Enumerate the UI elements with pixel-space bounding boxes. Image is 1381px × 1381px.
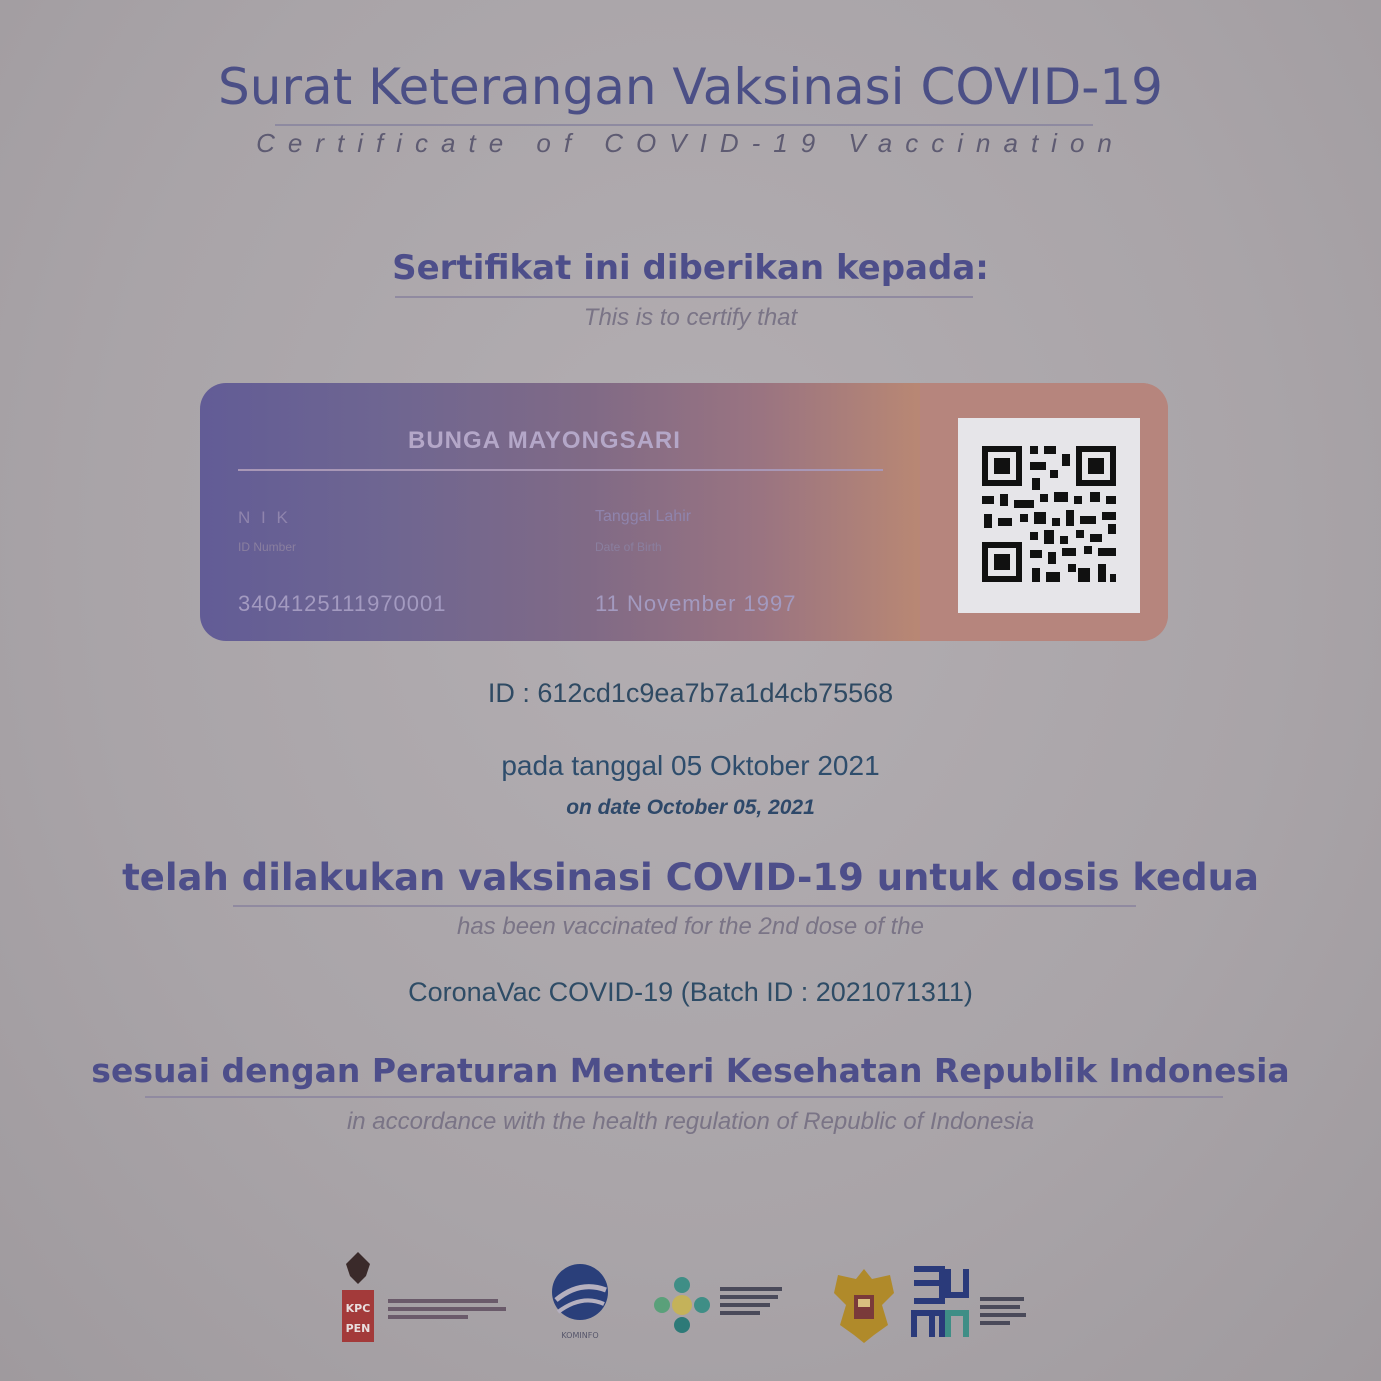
recipient-name: BUNGA MAYONGSARI <box>408 427 681 454</box>
kemenkes-caption <box>720 1287 790 1315</box>
nik-label: N I K <box>238 508 291 527</box>
kpcpen-emblem-icon <box>340 1250 376 1345</box>
kemenkes-logo <box>652 1275 712 1340</box>
regulation-statement: sesuai dengan Peraturan Menteri Kesehatan Republik Indonesia <box>91 1051 1290 1090</box>
qr-code[interactable] <box>958 418 1140 613</box>
vaccine-batch: CoronaVac COVID-19 (Batch ID : 2021071311) <box>408 977 973 1007</box>
kpcpen-caption <box>388 1299 508 1319</box>
kemenkes-cross-icon <box>652 1275 712 1335</box>
kpcpen-logo <box>340 1250 376 1350</box>
kominfo-globe-icon <box>548 1260 618 1340</box>
certificate-subtitle: Certificate of COVID-19 Vaccination <box>256 128 1125 158</box>
bumn-caption <box>980 1297 1030 1325</box>
recipient-intro-divider <box>395 296 973 298</box>
certificate-id: ID : 612cd1c9ea7b7a1d4cb75568 <box>487 678 894 708</box>
regulation-divider <box>145 1096 1223 1098</box>
dose-statement-english: has been vaccinated for the 2nd dose of the <box>456 913 924 940</box>
vaccination-date: pada tanggal 05 Oktober 2021 <box>501 750 880 781</box>
dob-value: 11 November 1997 <box>595 591 797 616</box>
kominfo-logo <box>548 1260 618 1345</box>
regulation-statement-english: in accordance with the health regulation of Republic of Indonesia <box>346 1108 1035 1135</box>
dose-divider <box>233 905 1136 907</box>
dob-label: Tanggal Lahir <box>595 508 692 525</box>
recipient-intro-heading: Sertifikat ini diberikan kepada: <box>392 248 989 288</box>
vaccination-date-english: on date October 05, 2021 <box>566 796 815 819</box>
svg-text:PEN: PEN <box>345 1322 371 1335</box>
bumn-wordmark-icon <box>908 1265 972 1345</box>
recipient-card <box>200 383 1168 641</box>
svg-text:KPC: KPC <box>345 1302 371 1315</box>
title-divider <box>275 124 1093 126</box>
certificate-title: Surat Keterangan Vaksinasi COVID-19 <box>218 58 1163 116</box>
card-divider <box>238 469 883 471</box>
dose-statement: telah dilakukan vaksinasi COVID-19 untuk dosis kedua <box>122 856 1259 899</box>
logo-strip <box>330 1245 1040 1355</box>
nik-sublabel: ID Number <box>238 540 297 554</box>
bumn-logo <box>908 1265 972 1350</box>
kominfo-caption: KOMINFO <box>561 1331 599 1340</box>
garuda-logo <box>828 1265 900 1350</box>
recipient-intro-english: This is to certify that <box>583 304 798 331</box>
qr-code-icon <box>958 418 1140 613</box>
nik-value: 3404125111970001 <box>238 591 447 616</box>
dob-sublabel: Date of Birth <box>595 540 662 554</box>
garuda-emblem-icon <box>828 1265 900 1345</box>
